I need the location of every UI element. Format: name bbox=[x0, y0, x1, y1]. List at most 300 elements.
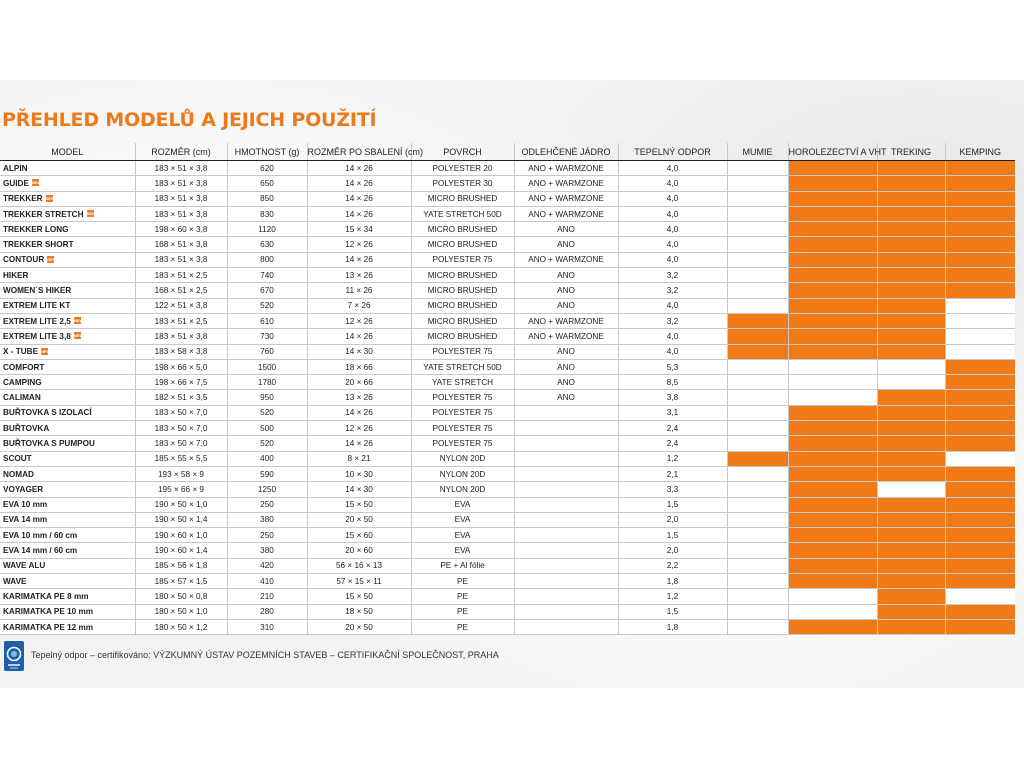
packed-size-cell: 18 × 66 bbox=[307, 359, 411, 374]
size-cell: 180 × 50 × 0,8 bbox=[135, 589, 227, 604]
model-name: EVA 14 mm bbox=[3, 515, 48, 525]
surface-cell: NYLON 20D bbox=[411, 466, 514, 481]
use-camping-cell bbox=[945, 405, 1015, 420]
table-row bbox=[0, 344, 1015, 359]
surface-cell: YATE STRETCH 50D bbox=[411, 206, 514, 221]
model-name-cell bbox=[0, 298, 135, 313]
use-camping-cell bbox=[945, 497, 1015, 512]
thermal-resistance-cell: 2,1 bbox=[618, 466, 727, 481]
surface-cell: POLYESTER 75 bbox=[411, 344, 514, 359]
use-climbing-cell bbox=[788, 329, 877, 344]
new-badge-label: NEW bbox=[45, 195, 55, 201]
table-row bbox=[0, 421, 1015, 436]
model-name: WAVE bbox=[3, 576, 27, 586]
weight-cell: 250 bbox=[227, 497, 307, 512]
use-climbing-cell bbox=[788, 512, 877, 527]
core-cell: ANO bbox=[514, 375, 618, 390]
size-cell: 180 × 50 × 1,2 bbox=[135, 619, 227, 634]
surface-cell: MICRO BRUSHED bbox=[411, 191, 514, 206]
use-mumie-cell bbox=[727, 589, 788, 604]
packed-size-cell: 7 × 26 bbox=[307, 298, 411, 313]
use-climbing-cell bbox=[788, 176, 877, 191]
column-header: ODLEHČENÉ JÁDRO bbox=[514, 143, 618, 161]
weight-cell: 800 bbox=[227, 252, 307, 267]
model-name: KARIMATKA PE 12 mm bbox=[3, 622, 94, 632]
use-climbing-cell bbox=[788, 252, 877, 267]
model-name: BUŘTOVKA S PUMPOU bbox=[3, 438, 95, 448]
model-name-cell bbox=[0, 359, 135, 374]
surface-cell: POLYESTER 75 bbox=[411, 405, 514, 420]
core-cell bbox=[514, 497, 618, 512]
table-row bbox=[0, 528, 1015, 543]
use-climbing-cell bbox=[788, 574, 877, 589]
new-badge-icon bbox=[41, 348, 51, 355]
packed-size-cell: 14 × 26 bbox=[307, 405, 411, 420]
core-cell: ANO + WARMZONE bbox=[514, 191, 618, 206]
thermal-resistance-cell: 1,5 bbox=[618, 497, 727, 512]
use-trekking-cell bbox=[877, 359, 945, 374]
surface-cell: EVA bbox=[411, 497, 514, 512]
packed-size-cell: 12 × 26 bbox=[307, 421, 411, 436]
core-cell bbox=[514, 528, 618, 543]
use-mumie-cell bbox=[727, 344, 788, 359]
thermal-resistance-cell: 4,0 bbox=[618, 252, 727, 267]
model-name: EXTREM LITE 3,8 bbox=[3, 331, 71, 341]
use-trekking-cell bbox=[877, 421, 945, 436]
weight-cell: 310 bbox=[227, 619, 307, 634]
use-trekking-cell bbox=[877, 528, 945, 543]
use-mumie-cell bbox=[727, 176, 788, 191]
new-badge-label: NEW bbox=[41, 348, 51, 354]
size-cell: 195 × 66 × 9 bbox=[135, 482, 227, 497]
size-cell: 190 × 50 × 1,0 bbox=[135, 497, 227, 512]
model-name: CONTOUR bbox=[3, 255, 45, 265]
use-climbing-cell bbox=[788, 375, 877, 390]
surface-cell: EVA bbox=[411, 543, 514, 558]
new-badge-label: NEW bbox=[31, 180, 42, 186]
use-trekking-cell bbox=[877, 512, 945, 527]
size-cell: 190 × 60 × 1,4 bbox=[135, 543, 227, 558]
column-header: TREKING bbox=[877, 143, 945, 161]
model-name: TREKKER STRETCH bbox=[3, 209, 84, 219]
model-name-cell bbox=[0, 206, 135, 221]
page-title: PŘEHLED MODELŮ A JEJICH POUŽITÍ bbox=[2, 109, 377, 131]
use-mumie-cell bbox=[727, 528, 788, 543]
use-trekking-cell bbox=[877, 344, 945, 359]
model-name: CAMPING bbox=[3, 377, 42, 387]
packed-size-cell: 14 × 26 bbox=[307, 436, 411, 451]
use-climbing-cell bbox=[788, 451, 877, 466]
thermal-resistance-cell: 2,0 bbox=[618, 543, 727, 558]
footer bbox=[4, 641, 704, 675]
model-name-cell bbox=[0, 344, 135, 359]
weight-cell: 670 bbox=[227, 283, 307, 298]
certification-note: Tepelný odpor – certifikováno: VÝZKUMNÝ ÚSTAV POZEMNÍCH STAVEB – CERTIFIKAČNÍ SPOLEČNOST, PRAHA bbox=[31, 650, 499, 660]
weight-cell: 410 bbox=[227, 574, 307, 589]
model-name-cell bbox=[0, 329, 135, 344]
use-climbing-cell bbox=[788, 344, 877, 359]
weight-cell: 650 bbox=[227, 176, 307, 191]
surface-cell: MICRO BRUSHED bbox=[411, 298, 514, 313]
use-camping-cell bbox=[945, 466, 1015, 481]
weight-cell: 830 bbox=[227, 206, 307, 221]
new-badge-icon bbox=[31, 179, 42, 186]
model-name-cell bbox=[0, 191, 135, 206]
model-name-cell bbox=[0, 268, 135, 283]
use-camping-cell bbox=[945, 482, 1015, 497]
use-mumie-cell bbox=[727, 161, 788, 176]
thermal-resistance-cell: 2,4 bbox=[618, 421, 727, 436]
model-name: EVA 10 mm bbox=[3, 500, 48, 510]
use-camping-cell bbox=[945, 528, 1015, 543]
use-climbing-cell bbox=[788, 436, 877, 451]
thermal-resistance-cell: 3,2 bbox=[618, 313, 727, 328]
size-cell: 198 × 60 × 3,8 bbox=[135, 222, 227, 237]
use-trekking-cell bbox=[877, 283, 945, 298]
core-cell: ANO bbox=[514, 390, 618, 405]
use-climbing-cell bbox=[788, 283, 877, 298]
size-cell: 183 × 50 × 7,0 bbox=[135, 436, 227, 451]
use-camping-cell bbox=[945, 329, 1015, 344]
use-mumie-cell bbox=[727, 237, 788, 252]
packed-size-cell: 10 × 30 bbox=[307, 466, 411, 481]
thermal-resistance-cell: 4,0 bbox=[618, 191, 727, 206]
weight-cell: 1500 bbox=[227, 359, 307, 374]
model-name-cell bbox=[0, 436, 135, 451]
thermal-resistance-cell: 1,8 bbox=[618, 619, 727, 634]
size-cell: 122 × 51 × 3,8 bbox=[135, 298, 227, 313]
surface-cell: MICRO BRUSHED bbox=[411, 329, 514, 344]
size-cell: 183 × 50 × 7,0 bbox=[135, 405, 227, 420]
table-row bbox=[0, 359, 1015, 374]
use-camping-cell bbox=[945, 161, 1015, 176]
thermal-resistance-cell: 5,3 bbox=[618, 359, 727, 374]
table-row bbox=[0, 268, 1015, 283]
weight-cell: 1250 bbox=[227, 482, 307, 497]
surface-cell: POLYESTER 75 bbox=[411, 421, 514, 436]
column-header: ROZMĚR PO SBALENÍ (cm) bbox=[307, 143, 411, 161]
new-badge-label: NEW bbox=[47, 256, 57, 262]
use-camping-cell bbox=[945, 436, 1015, 451]
weight-cell: 520 bbox=[227, 436, 307, 451]
surface-cell: MICRO BRUSHED bbox=[411, 222, 514, 237]
surface-cell: PE bbox=[411, 589, 514, 604]
new-badge-label: NEW bbox=[86, 210, 96, 216]
model-name-cell bbox=[0, 482, 135, 497]
thermal-resistance-cell: 1,2 bbox=[618, 589, 727, 604]
use-mumie-cell bbox=[727, 298, 788, 313]
use-trekking-cell bbox=[877, 329, 945, 344]
table-row bbox=[0, 497, 1015, 512]
surface-cell: POLYESTER 75 bbox=[411, 252, 514, 267]
table-row bbox=[0, 283, 1015, 298]
new-badge-icon bbox=[87, 210, 94, 217]
thermal-resistance-cell: 2,2 bbox=[618, 558, 727, 573]
table-row bbox=[0, 558, 1015, 573]
model-name: VOYAGER bbox=[3, 484, 44, 494]
packed-size-cell: 20 × 60 bbox=[307, 543, 411, 558]
core-cell: ANO + WARMZONE bbox=[514, 313, 618, 328]
use-climbing-cell bbox=[788, 268, 877, 283]
surface-cell: YATE STRETCH 50D bbox=[411, 359, 514, 374]
table-row bbox=[0, 436, 1015, 451]
model-name-cell bbox=[0, 421, 135, 436]
use-camping-cell bbox=[945, 206, 1015, 221]
use-mumie-cell bbox=[727, 574, 788, 589]
core-cell: ANO bbox=[514, 359, 618, 374]
weight-cell: 420 bbox=[227, 558, 307, 573]
thermal-resistance-cell: 1,5 bbox=[618, 604, 727, 619]
use-climbing-cell bbox=[788, 482, 877, 497]
core-cell: ANO bbox=[514, 283, 618, 298]
size-cell: 183 × 51 × 3,8 bbox=[135, 206, 227, 221]
use-mumie-cell bbox=[727, 543, 788, 558]
use-mumie-cell bbox=[727, 421, 788, 436]
packed-size-cell: 8 × 21 bbox=[307, 451, 411, 466]
core-cell bbox=[514, 619, 618, 634]
surface-cell: POLYESTER 20 bbox=[411, 161, 514, 176]
use-trekking-cell bbox=[877, 313, 945, 328]
thermal-resistance-cell: 3,2 bbox=[618, 268, 727, 283]
use-climbing-cell bbox=[788, 191, 877, 206]
weight-cell: 620 bbox=[227, 161, 307, 176]
table-row bbox=[0, 313, 1015, 328]
size-cell: 183 × 58 × 3,8 bbox=[135, 344, 227, 359]
model-name-cell bbox=[0, 161, 135, 176]
core-cell: ANO bbox=[514, 298, 618, 313]
surface-cell: YATE STRETCH bbox=[411, 375, 514, 390]
packed-size-cell: 14 × 26 bbox=[307, 252, 411, 267]
surface-cell: MICRO BRUSHED bbox=[411, 313, 514, 328]
packed-size-cell: 14 × 26 bbox=[307, 206, 411, 221]
use-trekking-cell bbox=[877, 466, 945, 481]
surface-cell: EVA bbox=[411, 512, 514, 527]
column-header: KEMPING bbox=[945, 143, 1015, 161]
surface-cell: EVA bbox=[411, 528, 514, 543]
weight-cell: 1120 bbox=[227, 222, 307, 237]
core-cell: ANO bbox=[514, 222, 618, 237]
size-cell: 185 × 55 × 5,5 bbox=[135, 451, 227, 466]
size-cell: 183 × 51 × 3,8 bbox=[135, 191, 227, 206]
table-row bbox=[0, 405, 1015, 420]
model-name: EVA 10 mm / 60 cm bbox=[3, 530, 78, 540]
table-row bbox=[0, 329, 1015, 344]
thermal-resistance-cell: 4,0 bbox=[618, 206, 727, 221]
use-mumie-cell bbox=[727, 619, 788, 634]
core-cell bbox=[514, 589, 618, 604]
weight-cell: 520 bbox=[227, 405, 307, 420]
use-camping-cell bbox=[945, 375, 1015, 390]
model-name-cell bbox=[0, 543, 135, 558]
use-climbing-cell bbox=[788, 543, 877, 558]
weight-cell: 380 bbox=[227, 512, 307, 527]
table-row bbox=[0, 191, 1015, 206]
thermal-resistance-cell: 2,4 bbox=[618, 436, 727, 451]
size-cell: 185 × 56 × 1,8 bbox=[135, 558, 227, 573]
thermal-resistance-cell: 4,0 bbox=[618, 161, 727, 176]
table-row bbox=[0, 451, 1015, 466]
use-camping-cell bbox=[945, 191, 1015, 206]
table-row bbox=[0, 161, 1015, 176]
weight-cell: 380 bbox=[227, 543, 307, 558]
use-camping-cell bbox=[945, 313, 1015, 328]
weight-cell: 1780 bbox=[227, 375, 307, 390]
model-name-cell bbox=[0, 375, 135, 390]
packed-size-cell: 57 × 15 × 11 bbox=[307, 574, 411, 589]
use-trekking-cell bbox=[877, 619, 945, 634]
size-cell: 183 × 51 × 3,8 bbox=[135, 329, 227, 344]
table-row bbox=[0, 375, 1015, 390]
use-climbing-cell bbox=[788, 298, 877, 313]
size-cell: 183 × 51 × 3,8 bbox=[135, 161, 227, 176]
thermal-resistance-cell: 3,3 bbox=[618, 482, 727, 497]
size-cell: 168 × 51 × 3,8 bbox=[135, 237, 227, 252]
weight-cell: 400 bbox=[227, 451, 307, 466]
use-mumie-cell bbox=[727, 405, 788, 420]
weight-cell: 610 bbox=[227, 313, 307, 328]
thermal-resistance-cell: 3,2 bbox=[618, 283, 727, 298]
thermal-resistance-cell: 4,0 bbox=[618, 344, 727, 359]
new-badge-label: NEW bbox=[73, 333, 84, 339]
use-climbing-cell bbox=[788, 421, 877, 436]
table-row bbox=[0, 222, 1015, 237]
use-mumie-cell bbox=[727, 558, 788, 573]
use-mumie-cell bbox=[727, 375, 788, 390]
table-row bbox=[0, 252, 1015, 267]
use-climbing-cell bbox=[788, 604, 877, 619]
thermal-resistance-cell: 1,8 bbox=[618, 574, 727, 589]
size-cell: 190 × 60 × 1,0 bbox=[135, 528, 227, 543]
table-row bbox=[0, 574, 1015, 589]
packed-size-cell: 14 × 26 bbox=[307, 161, 411, 176]
table-row bbox=[0, 512, 1015, 527]
use-mumie-cell bbox=[727, 191, 788, 206]
weight-cell: 280 bbox=[227, 604, 307, 619]
model-name: BUŘTOVKA bbox=[3, 423, 50, 433]
weight-cell: 740 bbox=[227, 268, 307, 283]
core-cell bbox=[514, 543, 618, 558]
surface-cell: POLYESTER 75 bbox=[411, 436, 514, 451]
use-camping-cell bbox=[945, 252, 1015, 267]
use-mumie-cell bbox=[727, 436, 788, 451]
model-name-cell bbox=[0, 512, 135, 527]
packed-size-cell: 14 × 30 bbox=[307, 482, 411, 497]
model-name: TREKKER SHORT bbox=[3, 240, 74, 250]
use-mumie-cell bbox=[727, 512, 788, 527]
column-header: MUMIE bbox=[727, 143, 788, 161]
use-mumie-cell bbox=[727, 482, 788, 497]
size-cell: 190 × 50 × 1,4 bbox=[135, 512, 227, 527]
new-badge-icon bbox=[73, 317, 84, 324]
use-trekking-cell bbox=[877, 574, 945, 589]
surface-cell: POLYESTER 75 bbox=[411, 390, 514, 405]
weight-cell: 850 bbox=[227, 191, 307, 206]
use-trekking-cell bbox=[877, 405, 945, 420]
thermal-resistance-cell: 4,0 bbox=[618, 222, 727, 237]
use-trekking-cell bbox=[877, 482, 945, 497]
use-trekking-cell bbox=[877, 558, 945, 573]
weight-cell: 210 bbox=[227, 589, 307, 604]
packed-size-cell: 18 × 50 bbox=[307, 604, 411, 619]
use-trekking-cell bbox=[877, 604, 945, 619]
model-name: EXTREM LITE KT bbox=[3, 301, 71, 311]
model-name-cell bbox=[0, 283, 135, 298]
packed-size-cell: 14 × 26 bbox=[307, 176, 411, 191]
table-row bbox=[0, 298, 1015, 313]
column-header: HMOTNOST (g) bbox=[227, 143, 307, 161]
use-climbing-cell bbox=[788, 390, 877, 405]
packed-size-cell: 14 × 30 bbox=[307, 344, 411, 359]
use-mumie-cell bbox=[727, 497, 788, 512]
use-climbing-cell bbox=[788, 619, 877, 634]
model-name: EXTREM LITE 2,5 bbox=[3, 316, 71, 326]
model-name-cell bbox=[0, 604, 135, 619]
use-camping-cell bbox=[945, 619, 1015, 634]
core-cell bbox=[514, 482, 618, 497]
model-name-cell bbox=[0, 466, 135, 481]
use-camping-cell bbox=[945, 237, 1015, 252]
packed-size-cell: 15 × 50 bbox=[307, 497, 411, 512]
use-climbing-cell bbox=[788, 558, 877, 573]
size-cell: 183 × 50 × 7,0 bbox=[135, 421, 227, 436]
weight-cell: 950 bbox=[227, 390, 307, 405]
core-cell: ANO + WARMZONE bbox=[514, 176, 618, 191]
model-name-cell bbox=[0, 176, 135, 191]
use-mumie-cell bbox=[727, 283, 788, 298]
thermal-resistance-cell: 1,5 bbox=[618, 528, 727, 543]
packed-size-cell: 15 × 50 bbox=[307, 589, 411, 604]
weight-cell: 500 bbox=[227, 421, 307, 436]
model-name: KARIMATKA PE 8 mm bbox=[3, 591, 89, 601]
table-row bbox=[0, 176, 1015, 191]
table-row bbox=[0, 604, 1015, 619]
model-name-cell bbox=[0, 390, 135, 405]
use-trekking-cell bbox=[877, 268, 945, 283]
model-name: COMFORT bbox=[3, 362, 45, 372]
use-camping-cell bbox=[945, 421, 1015, 436]
core-cell bbox=[514, 604, 618, 619]
model-name: SCOUT bbox=[3, 454, 32, 464]
use-climbing-cell bbox=[788, 222, 877, 237]
use-trekking-cell bbox=[877, 390, 945, 405]
header-row bbox=[0, 143, 1015, 161]
table-row bbox=[0, 543, 1015, 558]
surface-cell: PE bbox=[411, 604, 514, 619]
thermal-resistance-cell: 2,0 bbox=[618, 512, 727, 527]
core-cell: ANO bbox=[514, 268, 618, 283]
size-cell: 183 × 51 × 3,8 bbox=[135, 252, 227, 267]
model-name-cell bbox=[0, 451, 135, 466]
surface-cell: NYLON 20D bbox=[411, 451, 514, 466]
core-cell bbox=[514, 466, 618, 481]
thermal-resistance-cell: 8,5 bbox=[618, 375, 727, 390]
model-name: WAVE ALU bbox=[3, 561, 46, 571]
core-cell bbox=[514, 558, 618, 573]
core-cell: ANO + WARMZONE bbox=[514, 329, 618, 344]
table-row bbox=[0, 482, 1015, 497]
model-name: CALIMAN bbox=[3, 393, 41, 403]
use-climbing-cell bbox=[788, 237, 877, 252]
use-trekking-cell bbox=[877, 161, 945, 176]
surface-cell: PE bbox=[411, 574, 514, 589]
column-header: TEPELNÝ ODPOR bbox=[618, 143, 727, 161]
weight-cell: 730 bbox=[227, 329, 307, 344]
packed-size-cell: 12 × 26 bbox=[307, 313, 411, 328]
use-climbing-cell bbox=[788, 161, 877, 176]
use-camping-cell bbox=[945, 283, 1015, 298]
packed-size-cell: 11 × 26 bbox=[307, 283, 411, 298]
use-camping-cell bbox=[945, 359, 1015, 374]
